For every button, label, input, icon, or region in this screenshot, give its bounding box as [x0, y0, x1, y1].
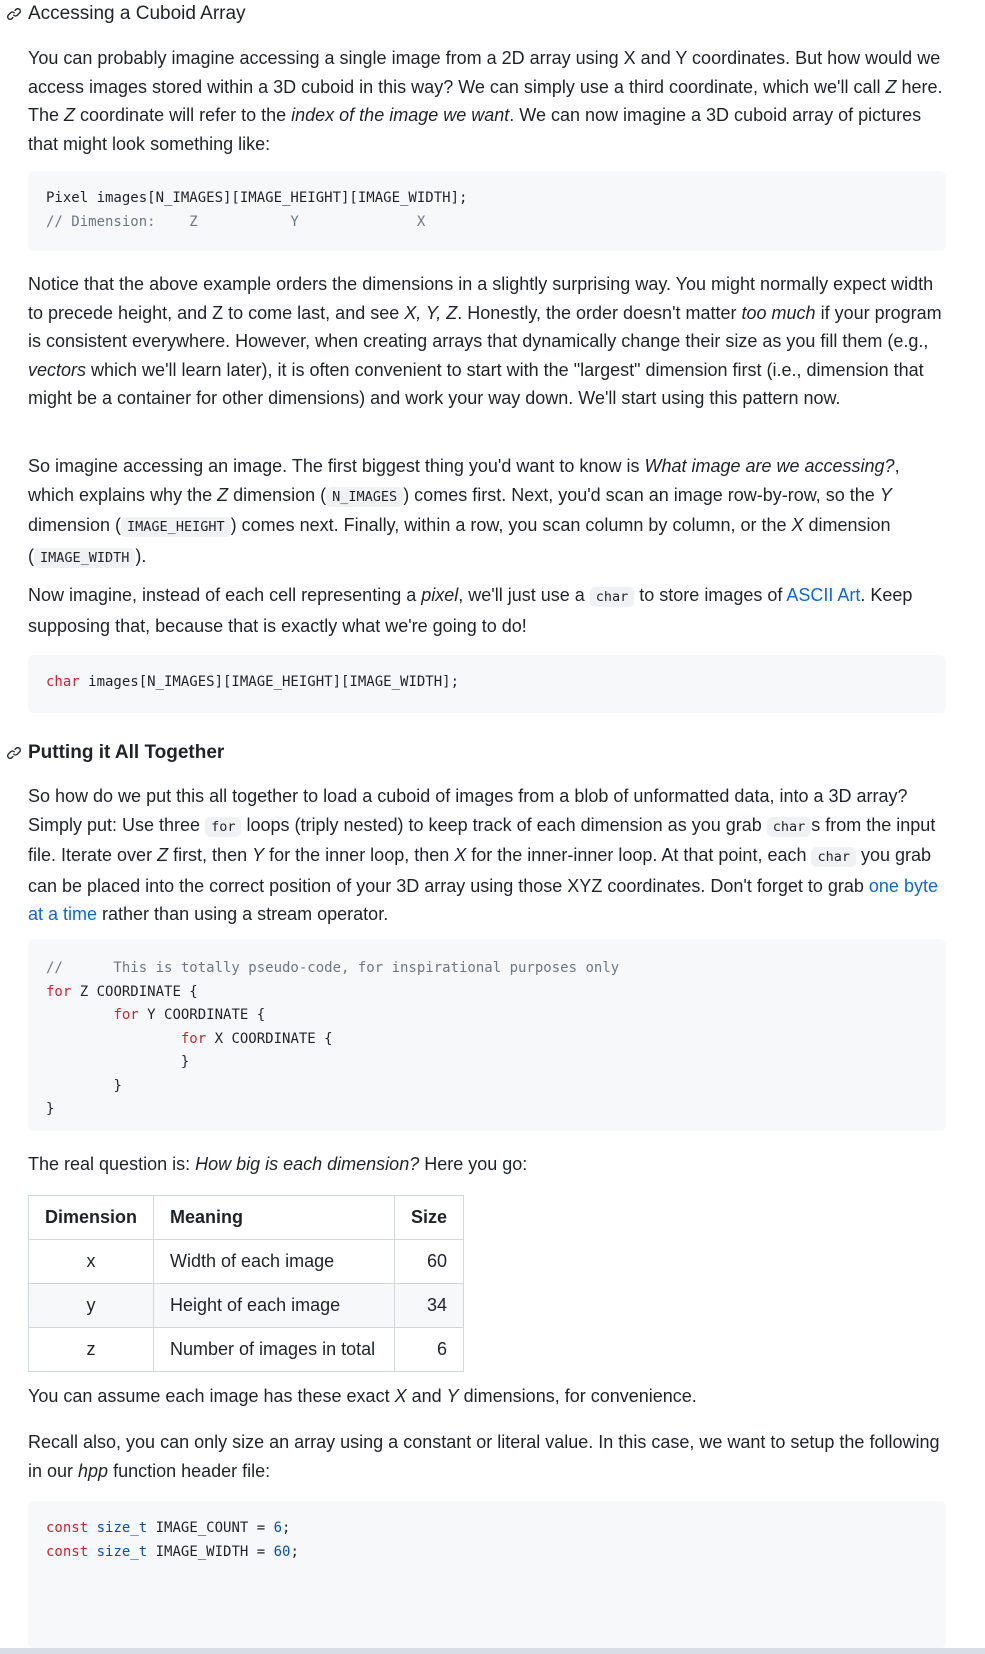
code-keyword: char [46, 674, 80, 690]
inline-code: char [590, 587, 635, 607]
column-header: Dimension [29, 1196, 154, 1240]
bottom-scroll-edge [0, 1648, 985, 1654]
table-cell: z [29, 1328, 154, 1372]
section-heading-accessing [4, 3, 246, 25]
paragraph-assume: You can assume each image has these exact X and Y dimensions, for convenience. [28, 1386, 697, 1406]
code-text: images[N_IMAGES][IMAGE_HEIGHT][IMAGE_WIDTH]; [79, 674, 460, 690]
table-cell: 34 [395, 1284, 464, 1328]
paragraph-intro: You can probably imagine accessing a single image from a 2D array using X and Y coordinates. But how would we access images stored within a 3D cuboid in this way? We can simply use a third coordinate, which we'll call Z here. The Z coordinate will refer to the index of the image we want. We can now imagine a 3D cuboid array of pictures that might look something like: [28, 48, 943, 154]
ascii-art-link[interactable]: ASCII Art [786, 585, 861, 605]
one-byte-link[interactable]: one byte at a time [28, 875, 938, 925]
inline-code: IMAGE_HEIGHT [121, 517, 231, 537]
heading-text: Putting it All Together [28, 742, 225, 763]
link-icon[interactable] [4, 743, 24, 763]
code-comment: // This is totally pseudo-code, for inspirational purposes only [46, 960, 620, 976]
table-cell: 60 [395, 1240, 464, 1284]
paragraph-recall: Recall also, you can only size an array using a constant or literal value. In this case, we want to setup the following in our hpp function header file: [28, 1432, 940, 1481]
heading-text: Accessing a Cuboid Array [28, 3, 246, 24]
inline-code: N_IMAGES [326, 487, 403, 507]
code-block-char-array [28, 655, 946, 713]
column-header: Size [395, 1196, 464, 1240]
table-cell: Height of each image [154, 1284, 395, 1328]
table-row [29, 1240, 464, 1284]
table-header-row [29, 1196, 464, 1240]
table-row [29, 1328, 464, 1372]
inline-code: char [767, 817, 812, 837]
paragraph-ascii: Now imagine, instead of each cell representing a pixel, we'll just use a char to store images of ASCII Art. Keep supposing that, because that is exactly what we're going to do! [28, 585, 913, 636]
link-icon[interactable] [4, 4, 24, 24]
dimensions-table [28, 1195, 464, 1372]
code-comment: // Dimension: Z Y X [46, 213, 426, 230]
inline-code: IMAGE_WIDTH [34, 548, 135, 568]
table-cell: 6 [395, 1328, 464, 1372]
column-header: Meaning [154, 1196, 395, 1240]
table-row [29, 1284, 464, 1328]
table-cell: Width of each image [154, 1240, 395, 1284]
inline-code: char [811, 847, 856, 867]
code-line: Pixel images[N_IMAGES][IMAGE_HEIGHT][IMAGE_WIDTH]; [46, 190, 468, 206]
section-heading-putting-together [4, 742, 224, 764]
code-block-constants: const size_t IMAGE_COUNT = 6; const size_t IMAGE_WIDTH = 60; [28, 1501, 946, 1648]
code-block-pseudo: // This is totally pseudo-code, for inspirational purposes only for Z COORDINATE { for Y COORDINATE { for X COORDINATE { } } } [28, 939, 946, 1131]
paragraph-order: Notice that the above example orders the dimensions in a slightly surprising way. You might normally expect width to precede height, and Z to come last, and see X, Y, Z. Honestly, the order doesn't matter too much if your program is consistent everywhere. However, when creating arrays that dynamically change their size as you fill them (e.g., vectors which we'll learn later), it is often convenient to start with the "largest" dimension first (i.e., dimension that might be a container for other dimensions) and work your way down. We'll start using this pattern now. [28, 274, 942, 409]
paragraph-loops: So how do we put this all together to load a cuboid of images from a blob of unformatted data, into a 3D array? Simply put: Use three for loops (triply nested) to keep track of each dimension as you grab char s from the input file. Iterate over Z first, then Y for the inner loop, then X for the inner-inner loop. At that point, each char you grab can be placed into the correct position of your 3D array using those XYZ coordinates. Don't forget to grab one byte at a time rather than using a stream operator. [28, 786, 938, 925]
code-block-pixel-array [28, 171, 946, 251]
table-cell: x [29, 1240, 154, 1284]
paragraph-question: The real question is: How big is each dimension? Here you go: [28, 1154, 528, 1174]
table-cell: Number of images in total [154, 1328, 395, 1372]
inline-code: for [205, 817, 241, 837]
table-cell: y [29, 1284, 154, 1328]
paragraph-imagine: So imagine accessing an image. The first biggest thing you'd want to know is What image are we accessing?, which explains why the Z dimension ( N_IMAGES ) comes first. Next, you'd scan an image row-by-row, so the Y dimension ( IMAGE_HEIGHT ) comes next. Finally, within a row, you scan column by column, or the X dimension ( IMAGE_WIDTH ). [28, 456, 900, 566]
